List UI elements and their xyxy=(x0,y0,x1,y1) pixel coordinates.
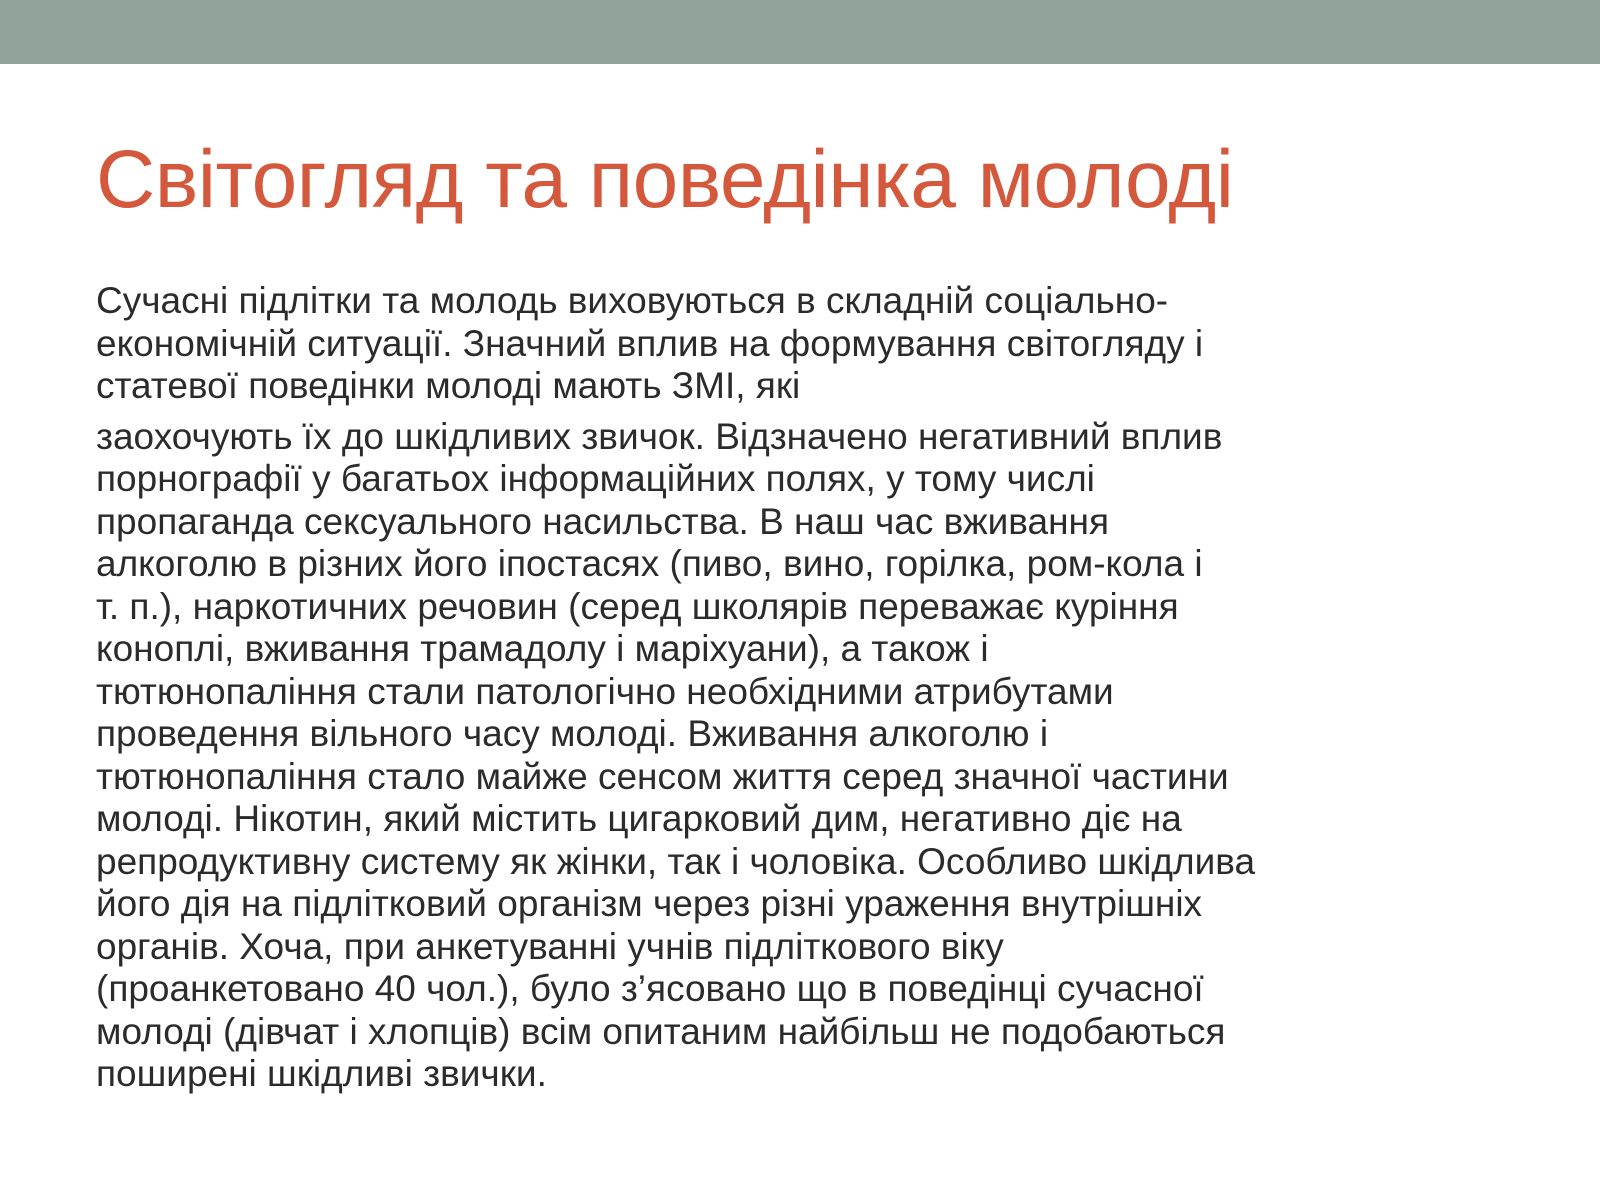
text-line: статевої поведінки молоді мають ЗМІ, які xyxy=(96,365,801,406)
paragraph-1 xyxy=(96,280,1536,408)
text-line: пропаганда сексуального насильства. В наш час вживання xyxy=(96,500,1110,542)
text-line: коноплі, вживання трамадолу і маріхуани), а також і xyxy=(96,628,989,669)
text-line: органів. Хоча, при анкетуванні учнів підліткового віку xyxy=(96,925,1004,967)
slide-body xyxy=(96,280,1536,1096)
slide-title: Світогляд та поведінка молоді xyxy=(96,134,1234,225)
text-line: проведення вільного часу молоді. Вживання алкоголю і xyxy=(96,713,1049,754)
text-line: т. п.), наркотичних речовин (серед школярів переважає куріння xyxy=(96,585,1179,627)
paragraph-2 xyxy=(96,416,1536,1096)
text-line: молоді. Нікотин, який містить цигарковий дим, негативно діє на xyxy=(96,798,1182,839)
top-accent-bar xyxy=(0,0,1600,64)
text-line: поширені шкідливі звички. xyxy=(96,1053,547,1094)
text-line: заохочують їх до шкідливих звичок. Відзначено негативний вплив xyxy=(96,415,1223,457)
text-line: тютюнопаління стало майже сенсом життя серед значної частини xyxy=(96,755,1229,797)
text-line: Сучасні підлітки та молодь виховуються в складній соціально- xyxy=(96,280,1169,321)
text-line: молоді (дівчат і хлопців) всім опитаним найбільш не подобаються xyxy=(96,1010,1226,1052)
text-line: порнографії у багатьох інформаційних полях, у тому числі xyxy=(96,458,1095,499)
text-line: тютюнопаління стали патологічно необхідними атрибутами xyxy=(96,670,1114,712)
text-line: економічній ситуації. Значний вплив на формування світогляду і xyxy=(96,322,1204,364)
text-line: репродуктивну систему як жінки, так і чоловіка. Особливо шкідлива xyxy=(96,840,1256,882)
text-line: його дія на підлітковий організм через різні ураження внутрішніх xyxy=(96,883,1203,924)
text-line: алкоголю в різних його іпостасях (пиво, вино, горілка, ром-кола і xyxy=(96,543,1203,584)
text-line: (проанкетовано 40 чол.), було з’ясовано що в поведінці сучасної xyxy=(96,968,1204,1009)
